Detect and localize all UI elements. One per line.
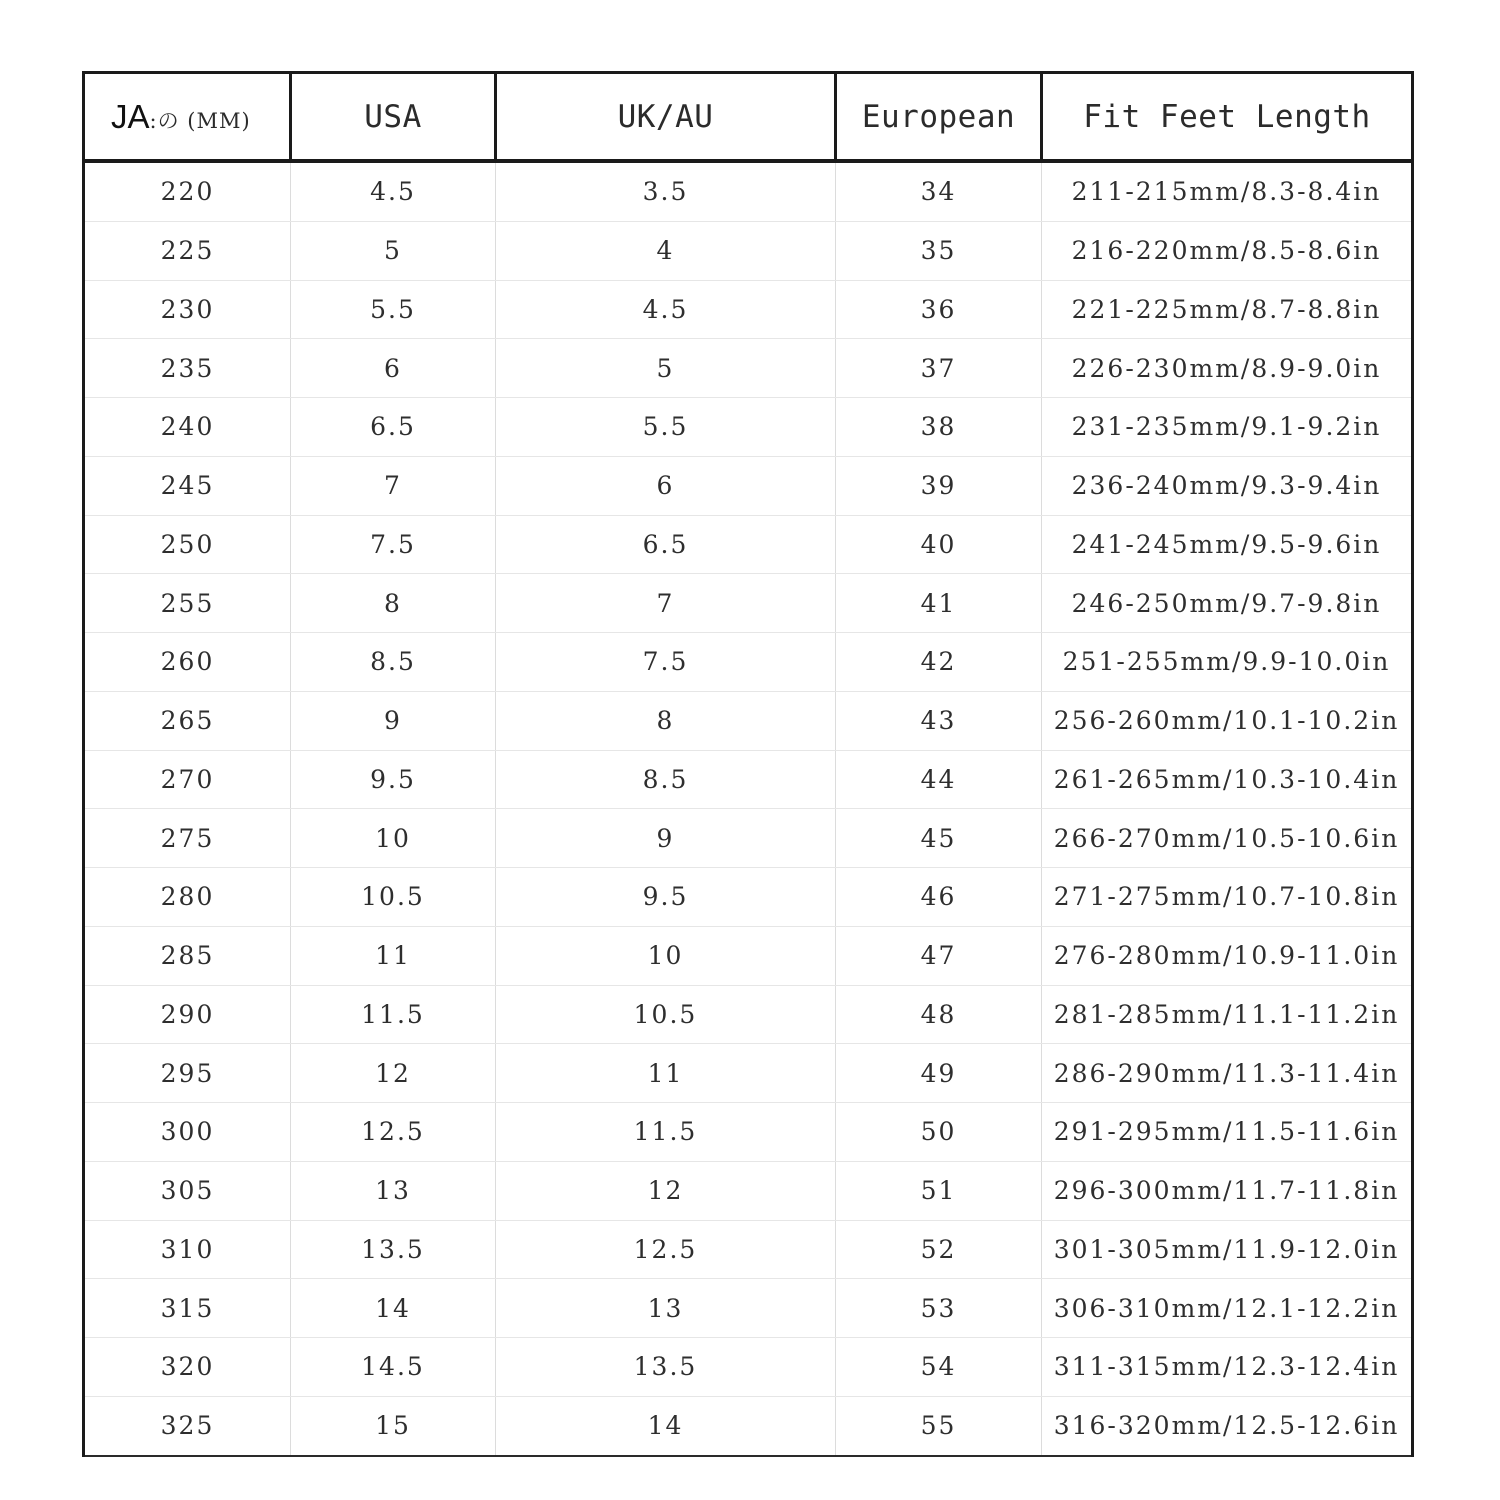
cell-usa: 13.5 (291, 1220, 496, 1279)
cell-european: 51 (836, 1161, 1042, 1220)
cell-fit-feet-length: 211-215mm/8.3-8.4in (1042, 161, 1413, 221)
cell-fit-feet-length: 221-225mm/8.7-8.8in (1042, 280, 1413, 339)
cell-european: 47 (836, 926, 1042, 985)
cell-ja-mm: 245 (84, 456, 291, 515)
cell-uk-au: 8.5 (496, 750, 836, 809)
cell-fit-feet-length: 251-255mm/9.9-10.0in (1042, 633, 1413, 692)
cell-usa: 7 (291, 456, 496, 515)
table-header (84, 73, 1413, 162)
cell-european: 39 (836, 456, 1042, 515)
cell-european: 40 (836, 515, 1042, 574)
table-row (84, 1396, 1413, 1455)
cell-fit-feet-length: 266-270mm/10.5-10.6in (1042, 809, 1413, 868)
header-ja-mm (84, 73, 291, 162)
table-row (84, 926, 1413, 985)
cell-ja-mm: 305 (84, 1161, 291, 1220)
cell-fit-feet-length: 231-235mm/9.1-9.2in (1042, 398, 1413, 457)
table-row (84, 691, 1413, 750)
cell-european: 52 (836, 1220, 1042, 1279)
cell-ja-mm: 235 (84, 339, 291, 398)
cell-fit-feet-length: 261-265mm/10.3-10.4in (1042, 750, 1413, 809)
cell-european: 34 (836, 161, 1042, 221)
cell-fit-feet-length: 296-300mm/11.7-11.8in (1042, 1161, 1413, 1220)
cell-ja-mm: 220 (84, 161, 291, 221)
cell-usa: 8 (291, 574, 496, 633)
table-row (84, 221, 1413, 280)
cell-usa: 11.5 (291, 985, 496, 1044)
cell-ja-mm: 265 (84, 691, 291, 750)
header-fit-feet-length: Fit Feet Length (1042, 73, 1413, 162)
cell-fit-feet-length: 291-295mm/11.5-11.6in (1042, 1103, 1413, 1162)
cell-usa: 7.5 (291, 515, 496, 574)
cell-uk-au: 6 (496, 456, 836, 515)
cell-ja-mm: 255 (84, 574, 291, 633)
cell-fit-feet-length: 281-285mm/11.1-11.2in (1042, 985, 1413, 1044)
cell-usa: 4.5 (291, 161, 496, 221)
table-row (84, 1220, 1413, 1279)
cell-fit-feet-length: 306-310mm/12.1-12.2in (1042, 1279, 1413, 1338)
table-row (84, 633, 1413, 692)
cell-ja-mm: 295 (84, 1044, 291, 1103)
cell-fit-feet-length: 301-305mm/11.9-12.0in (1042, 1220, 1413, 1279)
cell-ja-mm: 315 (84, 1279, 291, 1338)
header-row (84, 73, 1413, 162)
header-european: European (836, 73, 1042, 162)
cell-uk-au: 11.5 (496, 1103, 836, 1162)
cell-usa: 14 (291, 1279, 496, 1338)
cell-uk-au: 14 (496, 1396, 836, 1455)
cell-uk-au: 3.5 (496, 161, 836, 221)
cell-ja-mm: 225 (84, 221, 291, 280)
cell-fit-feet-length: 256-260mm/10.1-10.2in (1042, 691, 1413, 750)
cell-ja-mm: 275 (84, 809, 291, 868)
cell-uk-au: 7.5 (496, 633, 836, 692)
cell-european: 54 (836, 1338, 1042, 1397)
cell-uk-au: 13.5 (496, 1338, 836, 1397)
cell-usa: 14.5 (291, 1338, 496, 1397)
table-row (84, 985, 1413, 1044)
table-row (84, 456, 1413, 515)
cell-uk-au: 9.5 (496, 868, 836, 927)
cell-usa: 8.5 (291, 633, 496, 692)
cell-ja-mm: 310 (84, 1220, 291, 1279)
cell-fit-feet-length: 316-320mm/12.5-12.6in (1053, 1411, 1400, 1441)
cell-uk-au: 7 (496, 574, 836, 633)
cell-usa: 12 (291, 1044, 496, 1103)
cell-uk-au: 4 (496, 221, 836, 280)
cell-usa: 11 (291, 926, 496, 985)
cell-european: 53 (836, 1279, 1042, 1338)
cell-fit-feet-length: 271-275mm/10.7-10.8in (1042, 868, 1413, 927)
cell-usa: 6.5 (291, 398, 496, 457)
cell-usa: 15 (291, 1396, 496, 1455)
cell-uk-au: 9 (496, 809, 836, 868)
cell-ja-mm: 300 (84, 1103, 291, 1162)
cell-fit-feet-length: 246-250mm/9.7-9.8in (1042, 574, 1413, 633)
cell-uk-au: 10.5 (496, 985, 836, 1044)
size-chart-table (82, 71, 1414, 1457)
cell-usa: 9 (291, 691, 496, 750)
table-body (84, 161, 1413, 1456)
table-row (84, 339, 1413, 398)
header-uk-au: UK/AU (496, 73, 836, 162)
table-row (84, 809, 1413, 868)
cell-usa: 13 (291, 1161, 496, 1220)
cell-usa: 6 (291, 339, 496, 398)
cell-european: 49 (836, 1044, 1042, 1103)
cell-european: 35 (836, 221, 1042, 280)
cell-uk-au: 11 (496, 1044, 836, 1103)
table-row (84, 280, 1413, 339)
cell-fit-feet-length: 286-290mm/11.3-11.4in (1042, 1044, 1413, 1103)
cell-ja-mm: 240 (84, 398, 291, 457)
cell-ja-mm: 320 (84, 1338, 291, 1397)
cell-ja-mm: 325 (84, 1396, 291, 1455)
header-usa: USA (291, 73, 496, 162)
cell-usa: 10.5 (291, 868, 496, 927)
table-row (84, 1279, 1413, 1338)
table-row (84, 1161, 1413, 1220)
cell-fit-feet-length: 241-245mm/9.5-9.6in (1042, 515, 1413, 574)
cell-fit-feet-length: 216-220mm/8.5-8.6in (1042, 221, 1413, 280)
cell-usa: 10 (291, 809, 496, 868)
cell-uk-au: 4.5 (496, 280, 836, 339)
cell-european: 55 (836, 1396, 1042, 1455)
cell-european: 43 (836, 691, 1042, 750)
cell-european: 41 (836, 574, 1042, 633)
cell-usa: 9.5 (291, 750, 496, 809)
cell-european: 50 (836, 1103, 1042, 1162)
cell-usa: 12.5 (291, 1103, 496, 1162)
cell-ja-mm: 290 (84, 985, 291, 1044)
table-row (84, 398, 1413, 457)
table-row (84, 574, 1413, 633)
cell-uk-au: 12.5 (496, 1220, 836, 1279)
header-ja-prefix: JA (111, 97, 150, 135)
cell-fit-feet-length: 311-315mm/12.3-12.4in (1042, 1338, 1413, 1397)
cell-usa: 5 (291, 221, 496, 280)
cell-european: 44 (836, 750, 1042, 809)
cell-ja-mm: 260 (84, 633, 291, 692)
cell-uk-au: 10 (496, 926, 836, 985)
cell-fit-feet-length: 226-230mm/8.9-9.0in (1042, 339, 1413, 398)
table-row (84, 515, 1413, 574)
cell-uk-au: 13 (496, 1279, 836, 1338)
cell-european: 48 (836, 985, 1042, 1044)
table-row (84, 1338, 1413, 1397)
table-row (84, 868, 1413, 927)
cell-european: 36 (836, 280, 1042, 339)
cell-european: 42 (836, 633, 1042, 692)
cell-uk-au: 12 (496, 1161, 836, 1220)
header-ja-suffix: :の (MM) (149, 108, 251, 133)
cell-european: 38 (836, 398, 1042, 457)
cell-uk-au: 8 (496, 691, 836, 750)
cell-european: 45 (836, 809, 1042, 868)
cell-european: 46 (836, 868, 1042, 927)
cell-european: 37 (836, 339, 1042, 398)
table-row (84, 161, 1413, 221)
table-row (84, 1103, 1413, 1162)
cell-ja-mm: 230 (84, 280, 291, 339)
cell-usa: 5.5 (291, 280, 496, 339)
cell-fit-feet-length: 276-280mm/10.9-11.0in (1042, 926, 1413, 985)
table-row (84, 750, 1413, 809)
cell-uk-au: 6.5 (496, 515, 836, 574)
cell-fit-feet-length: 236-240mm/9.3-9.4in (1042, 456, 1413, 515)
cell-uk-au: 5 (496, 339, 836, 398)
cell-ja-mm: 270 (84, 750, 291, 809)
cell-uk-au: 5.5 (496, 398, 836, 457)
table-row (84, 1044, 1413, 1103)
cell-ja-mm: 285 (84, 926, 291, 985)
cell-ja-mm: 250 (84, 515, 291, 574)
cell-ja-mm: 280 (84, 868, 291, 927)
